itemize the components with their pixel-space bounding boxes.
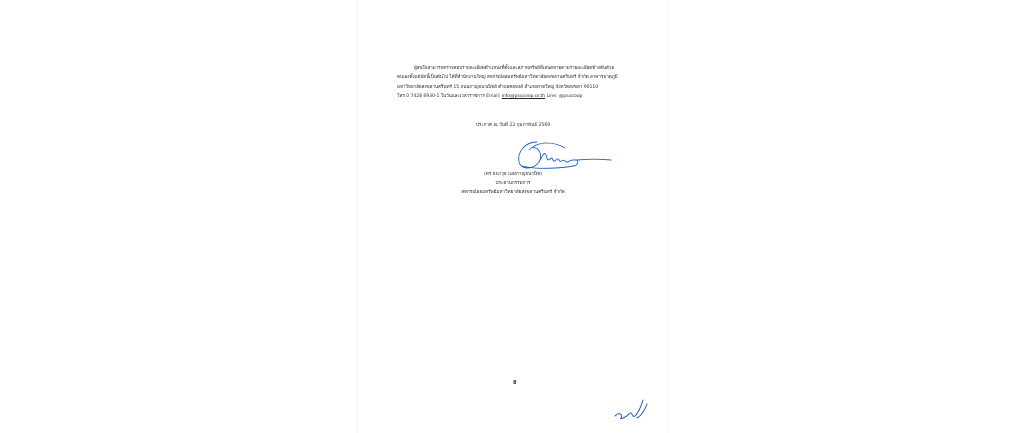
page-number: 8	[513, 380, 517, 386]
paragraph-line: มหาวิทยาลัยสงขลานครินทร์ 15 ถนนกาญจนวณิชย์ ตำบลคอหงส์ อำเภอหาดใหญ่ จังหวัดสงขลา 90110	[397, 84, 599, 90]
initials-signature	[611, 396, 651, 422]
paragraph-line: ผู้สนใจสามารถตรวจสอบรายละเอียดตำแหน่งที่ตั้งและสภาพทรัพย์ที่เสนอขายตามรายละเอียดข้างต้นด้วย	[414, 66, 615, 71]
announcement-date: ประกาศ ณ วันที่ 23 กุมภาพันธ์ 2569	[475, 123, 551, 128]
email-link[interactable]: info@psucoop.or.th	[501, 94, 546, 100]
document-page	[358, 0, 668, 433]
signer-name: (ดร.ธนาวุธ แสงกาญจนวนิช)	[484, 172, 542, 177]
contact-line	[397, 92, 660, 101]
signer-position: ประธานกรรมการ	[495, 181, 531, 187]
notice-paragraph	[397, 64, 660, 102]
signature-block	[358, 170, 668, 198]
signer-organization: สหกรณ์ออมทรัพย์มหาวิทยาลัยสงขลานครินทร์ จำกัด	[461, 190, 565, 196]
paragraph-line: ตนเองตั้งแต่บัดนี้เป็นต้นไป ได้ที่สำนักงานใหญ่ สหกรณ์ออมทรัพย์มหาวิทยาลัยสงขลานครินทร์ จำกัด อาคารมาตุภูมิ	[397, 75, 618, 81]
contact-prefix: โทร.0 7428 6930-1 ในวันและเวลาราชการ Email:	[397, 94, 502, 100]
contact-suffix: Line: @psucoop	[545, 94, 583, 100]
signature-image	[515, 136, 613, 174]
